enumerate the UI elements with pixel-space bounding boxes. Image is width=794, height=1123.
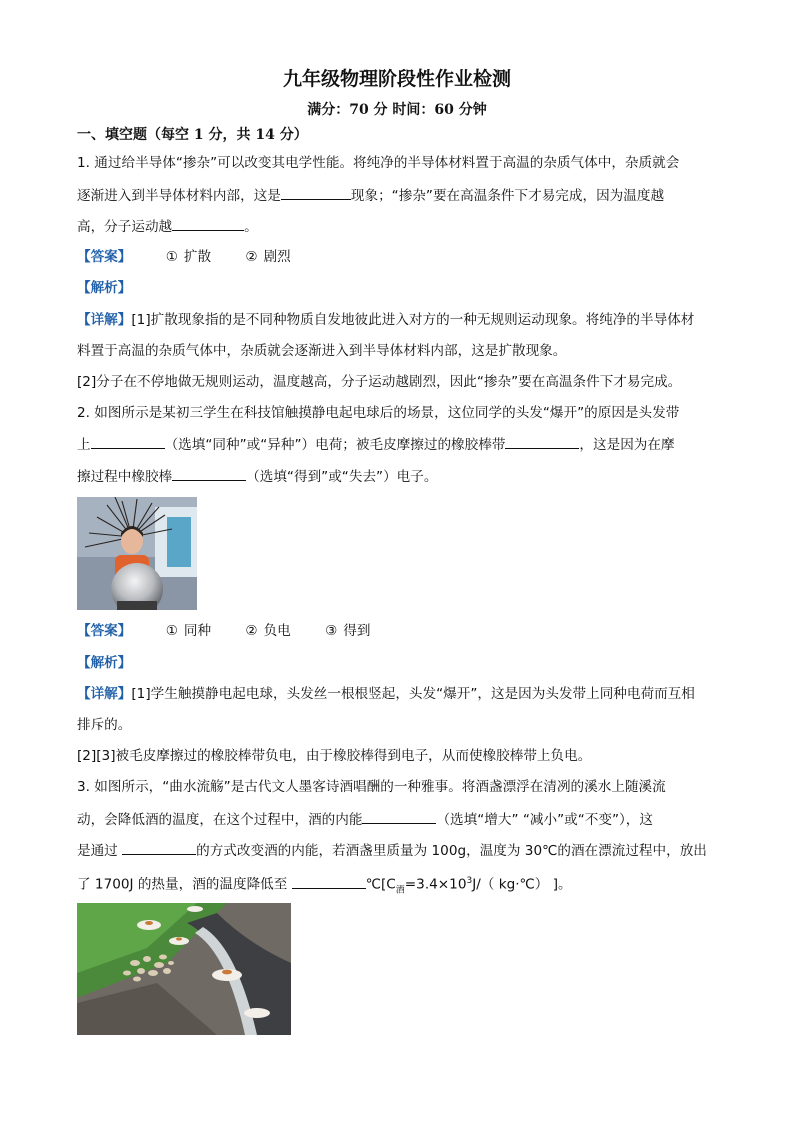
q1-line3: 高，分子运动越 。 — [77, 216, 722, 237]
q1-line2: 逐渐进入到半导体材料内部，这是 现象；“掺杂”要在高温条件下才易完成，因为温度越 — [77, 185, 722, 206]
detail-tag: 【详解】 — [77, 312, 132, 328]
q3-blank-3[interactable] — [292, 874, 366, 889]
q1-line1: 1. 通过给半导体“掺杂”可以改变其电学性能。将纯净的半导体材料置于高温的杂质气体中，杂质就会 — [77, 155, 680, 171]
page-subtitle: 满分：70 分 时间：60 分钟 — [307, 102, 487, 118]
q2-detail2: 排斥的。 — [77, 717, 132, 733]
analysis-tag: 【解析】 — [77, 655, 132, 671]
section-heading: 一、填空题（每空 1 分，共 14 分） — [77, 127, 308, 143]
page-title: 九年级物理阶段性作业检测 — [282, 68, 511, 90]
q2-line2: 上 （选填“同种”或“异种”）电荷；被毛皮摩擦过的橡胶棒带 ，这是因为在摩 — [77, 434, 722, 455]
flowing-cups-photo — [77, 903, 291, 1035]
q1-detail2: 料置于高温的杂质气体中，杂质就会逐渐进入到半导体材料内部，这是扩散现象。 — [77, 343, 567, 359]
q2-blank-1[interactable] — [91, 434, 165, 449]
q2-detail1: 【详解】[1]学生触摸静电起电球，头发丝一根根竖起，头发“爆开”，这是因为头发带上同种电荷而互相 — [77, 686, 695, 702]
q2-blank-3[interactable] — [172, 466, 246, 481]
detail-tag: 【详解】 — [77, 686, 132, 702]
q2-blank-2[interactable] — [505, 434, 579, 449]
answer-option: ① 扩散 — [165, 249, 212, 265]
q3-line4: 了 1700J 的热量，酒的温度降低至 $℃[C_酒=3.4\times 10^3J/$（ kg·℃） ]。 — [77, 871, 722, 900]
q1-blank-1[interactable] — [281, 185, 351, 200]
answer-tag: 【答案】 — [77, 623, 132, 639]
q2-answer — [77, 621, 722, 641]
q3-blank-2[interactable] — [122, 840, 196, 855]
q3-line3: 是通过 的方式改变酒的内能，若酒盏里质量为 100g，温度为 30℃的酒在漂流过程中，放出 — [77, 840, 722, 861]
static-electricity-photo — [77, 497, 197, 610]
q2-line3: 擦过程中橡胶棒 （选填“得到”或“失去”）电子。 — [77, 466, 722, 487]
q3-line1: 3. 如图所示，“曲水流觞”是古代文人墨客诗酒唱酬的一种雅事。将酒盏漂浮在清冽的溪水上随溪流 — [77, 779, 666, 795]
answer-tag: 【答案】 — [77, 249, 132, 265]
q1-blank-2[interactable] — [172, 216, 244, 231]
q1-answer — [77, 247, 722, 267]
q2-detail3: [2][3]被毛皮摩擦过的橡胶棒带负电，由于橡胶棒得到电子，从而使橡胶棒带上负电。 — [77, 748, 592, 764]
q2-line1: 2. 如图所示是某初三学生在科技馆触摸静电起电球后的场景，这位同学的头发“爆开”的原因是头发带 — [77, 405, 680, 421]
analysis-tag: 【解析】 — [77, 280, 132, 296]
q1-detail3: [2]分子在不停地做无规则运动，温度越高，分子运动越剧烈，因此“掺杂”要在高温条件下才易完成。 — [77, 374, 682, 390]
answer-option: ② 剧烈 — [245, 249, 291, 265]
answer-option: ① 同种 — [165, 623, 212, 639]
q1-detail1: 【详解】[1]扩散现象指的是不同种物质自发地彼此进入对方的一种无规则运动现象。将纯净的半导体材 — [77, 312, 695, 328]
answer-option: ② 负电 — [245, 623, 291, 639]
answer-option: ③ 得到 — [325, 623, 371, 639]
q3-line2: 动，会降低酒的温度，在这个过程中，酒的内能 （选填“增大” “减小”或“不变”），这 — [77, 809, 722, 830]
q1-analysis — [77, 278, 722, 298]
q3-blank-1[interactable] — [362, 809, 436, 824]
q2-analysis — [77, 653, 722, 673]
